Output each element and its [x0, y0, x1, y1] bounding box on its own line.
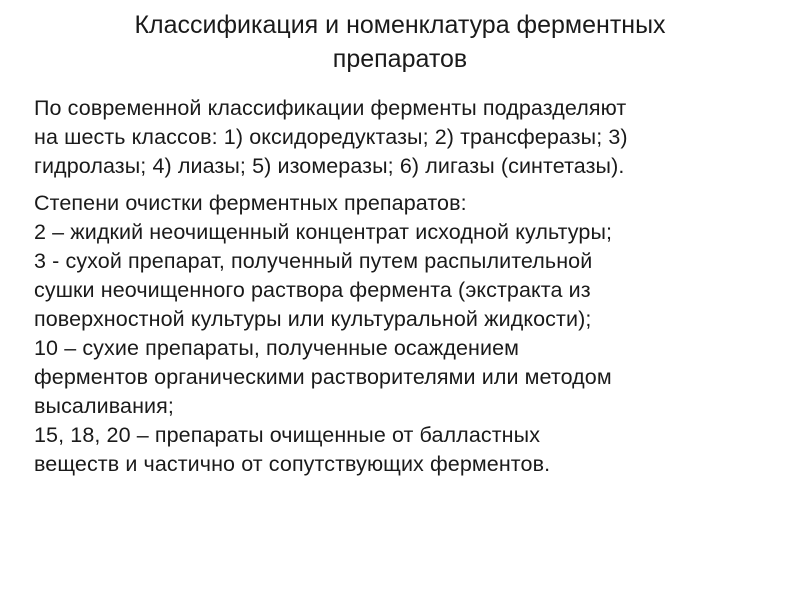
classification-paragraph [34, 94, 779, 181]
title-line: препаратов [332, 45, 468, 73]
purity-degrees-paragraph [34, 189, 779, 479]
text-line: высаливания; [34, 394, 174, 418]
slide-body [34, 94, 779, 479]
text-line: на шесть классов: 1) оксидоредуктазы; 2) трансферазы; 3) [34, 125, 628, 149]
text-line: 15, 18, 20 – препараты очищенные от балластных [34, 423, 541, 447]
text-line: 3 - сухой препарат, полученный путем распылительной [34, 249, 593, 273]
text-line: Степени очистки ферментных препаратов: [34, 191, 467, 215]
text-line: веществ и частично от сопутствующих ферментов. [34, 452, 551, 476]
text-line: гидролазы; 4) лиазы; 5) изомеразы; 6) лигазы (синтетазы). [34, 154, 625, 178]
text-line: 10 – сухие препараты, полученные осаждением [34, 336, 520, 360]
slide-title [30, 8, 770, 76]
text-line: 2 – жидкий неочищенный концентрат исходной культуры; [34, 220, 613, 244]
text-line: сушки неочищенного раствора фермента (экстракта из [34, 278, 591, 302]
text-line: По современной классификации ферменты подразделяют [34, 96, 627, 120]
title-line: Классификация и номенклатура ферментных [134, 11, 666, 39]
text-line: поверхностной культуры или культуральной жидкости); [34, 307, 592, 331]
text-line: ферментов органическими растворителями или методом [34, 365, 612, 389]
